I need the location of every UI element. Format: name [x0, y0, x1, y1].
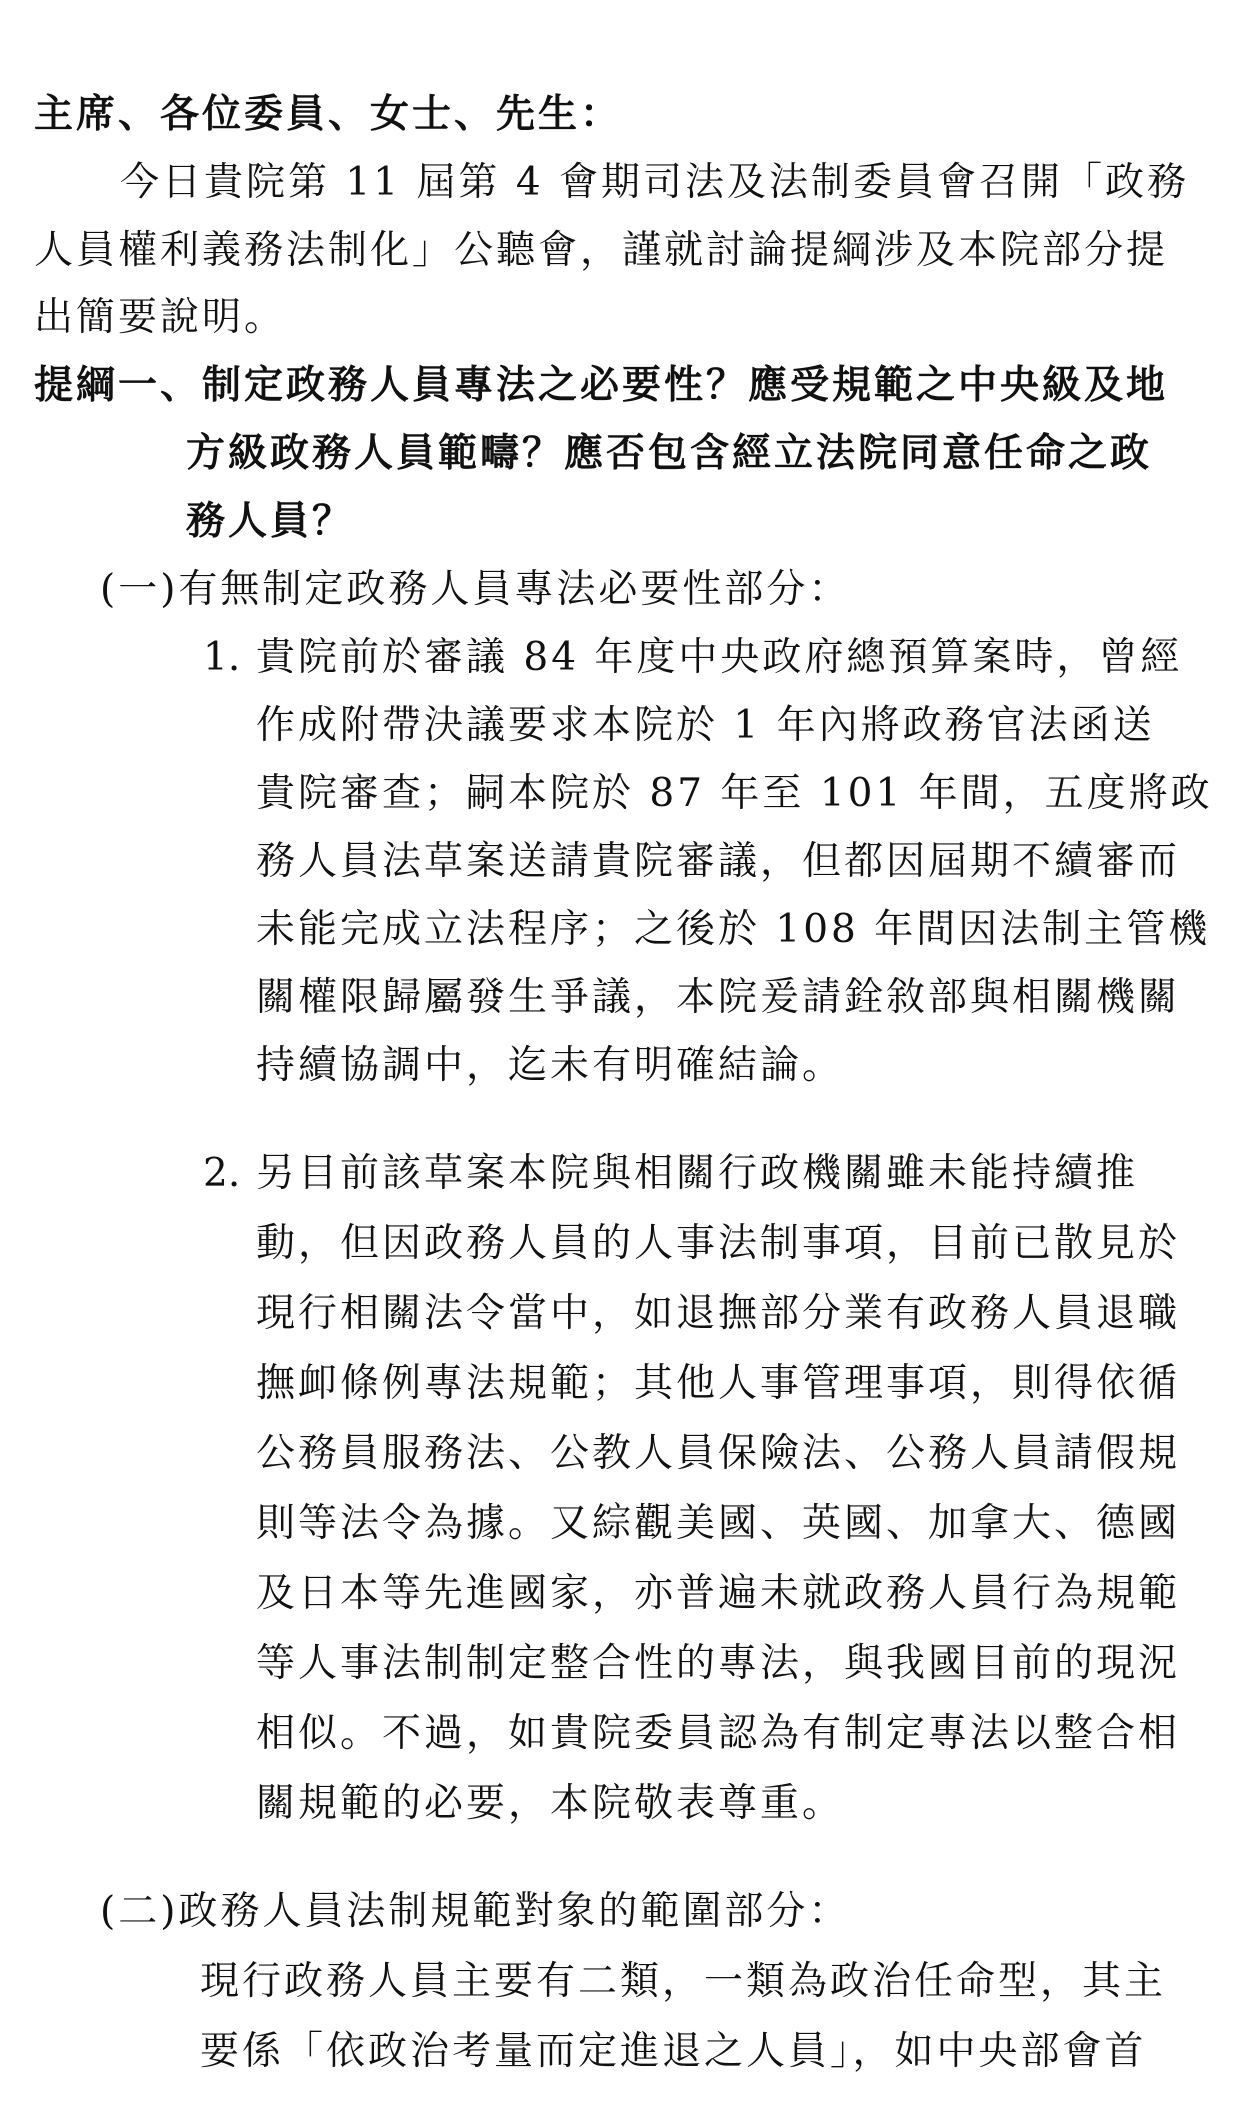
item-line: 撫卹條例專法規範；其他人事管理事項，則得依循 [256, 1361, 1181, 1406]
item-line: 相似。不過，如貴院委員認為有制定專法以整合相 [256, 1711, 1181, 1756]
section-heading: (二)政務人員法制規範對象的範圍部分： [100, 1889, 851, 1934]
item-number: 1. [203, 635, 241, 680]
item-line: 等人事法制制定整合性的專法，與我國目前的現況 [256, 1641, 1181, 1686]
intro-line: 人員權利義務法制化」公聽會，謹就討論提綱涉及本院部分提 [34, 228, 1169, 273]
item-line: 現行相關法令當中，如退撫部分業有政務人員退職 [256, 1291, 1181, 1336]
intro-line: 出簡要說明。 [34, 295, 287, 340]
item-number: 2. [203, 1151, 241, 1196]
outline-heading: 提綱一、制定政務人員專法之必要性？應受規範之中央級及地 [34, 363, 1169, 408]
item-line: 另目前該草案本院與相關行政機關雖未能持續推 [256, 1151, 1139, 1196]
item-line: 關規範的必要，本院敬表尊重。 [256, 1781, 845, 1826]
item-line: 公務員服務法、公教人員保險法、公務人員請假規 [256, 1431, 1181, 1476]
item-line: 作成附帶決議要求本院於 1 年內將政務官法函送 [256, 703, 1155, 748]
intro-line: 今日貴院第 11 屆第 4 會期司法及法制委員會召開「政務 [120, 160, 1190, 205]
outline-heading: 務人員？ [186, 499, 355, 544]
item-line: 及日本等先進國家，亦普遍未就政務人員行為規範 [256, 1571, 1181, 1616]
item-line: 關權限歸屬發生爭議，本院爰請銓敘部與相關機關 [256, 975, 1181, 1020]
item-line: 未能完成立法程序；之後於 108 年間因法制主管機 [256, 907, 1211, 952]
outline-heading: 方級政務人員範疇？應否包含經立法院同意任命之政 [186, 431, 1153, 476]
item-line: 貴院前於審議 84 年度中央政府總預算案時，曾經 [256, 635, 1183, 680]
item-line: 務人員法草案送請貴院審議，但都因屆期不續審而 [256, 839, 1181, 884]
item-line: 貴院審查；嗣本院於 87 年至 101 年間，五度將政 [256, 771, 1213, 816]
item-line: 持續協調中，迄未有明確結論。 [256, 1043, 845, 1088]
section-line: 要係「依政治考量而定進退之人員」，如中央部會首 [200, 2029, 1147, 2074]
section-line: 現行政務人員主要有二類，一類為政治任命型，其主 [200, 1959, 1167, 2004]
section-heading: (一)有無制定政務人員專法必要性部分： [100, 567, 851, 612]
item-line: 則等法令為據。又綜觀美國、英國、加拿大、德國 [256, 1501, 1181, 1546]
salutation: 主席、各位委員、女士、先生： [34, 92, 623, 137]
item-line: 動，但因政務人員的人事法制事項，目前已散見於 [256, 1221, 1181, 1266]
